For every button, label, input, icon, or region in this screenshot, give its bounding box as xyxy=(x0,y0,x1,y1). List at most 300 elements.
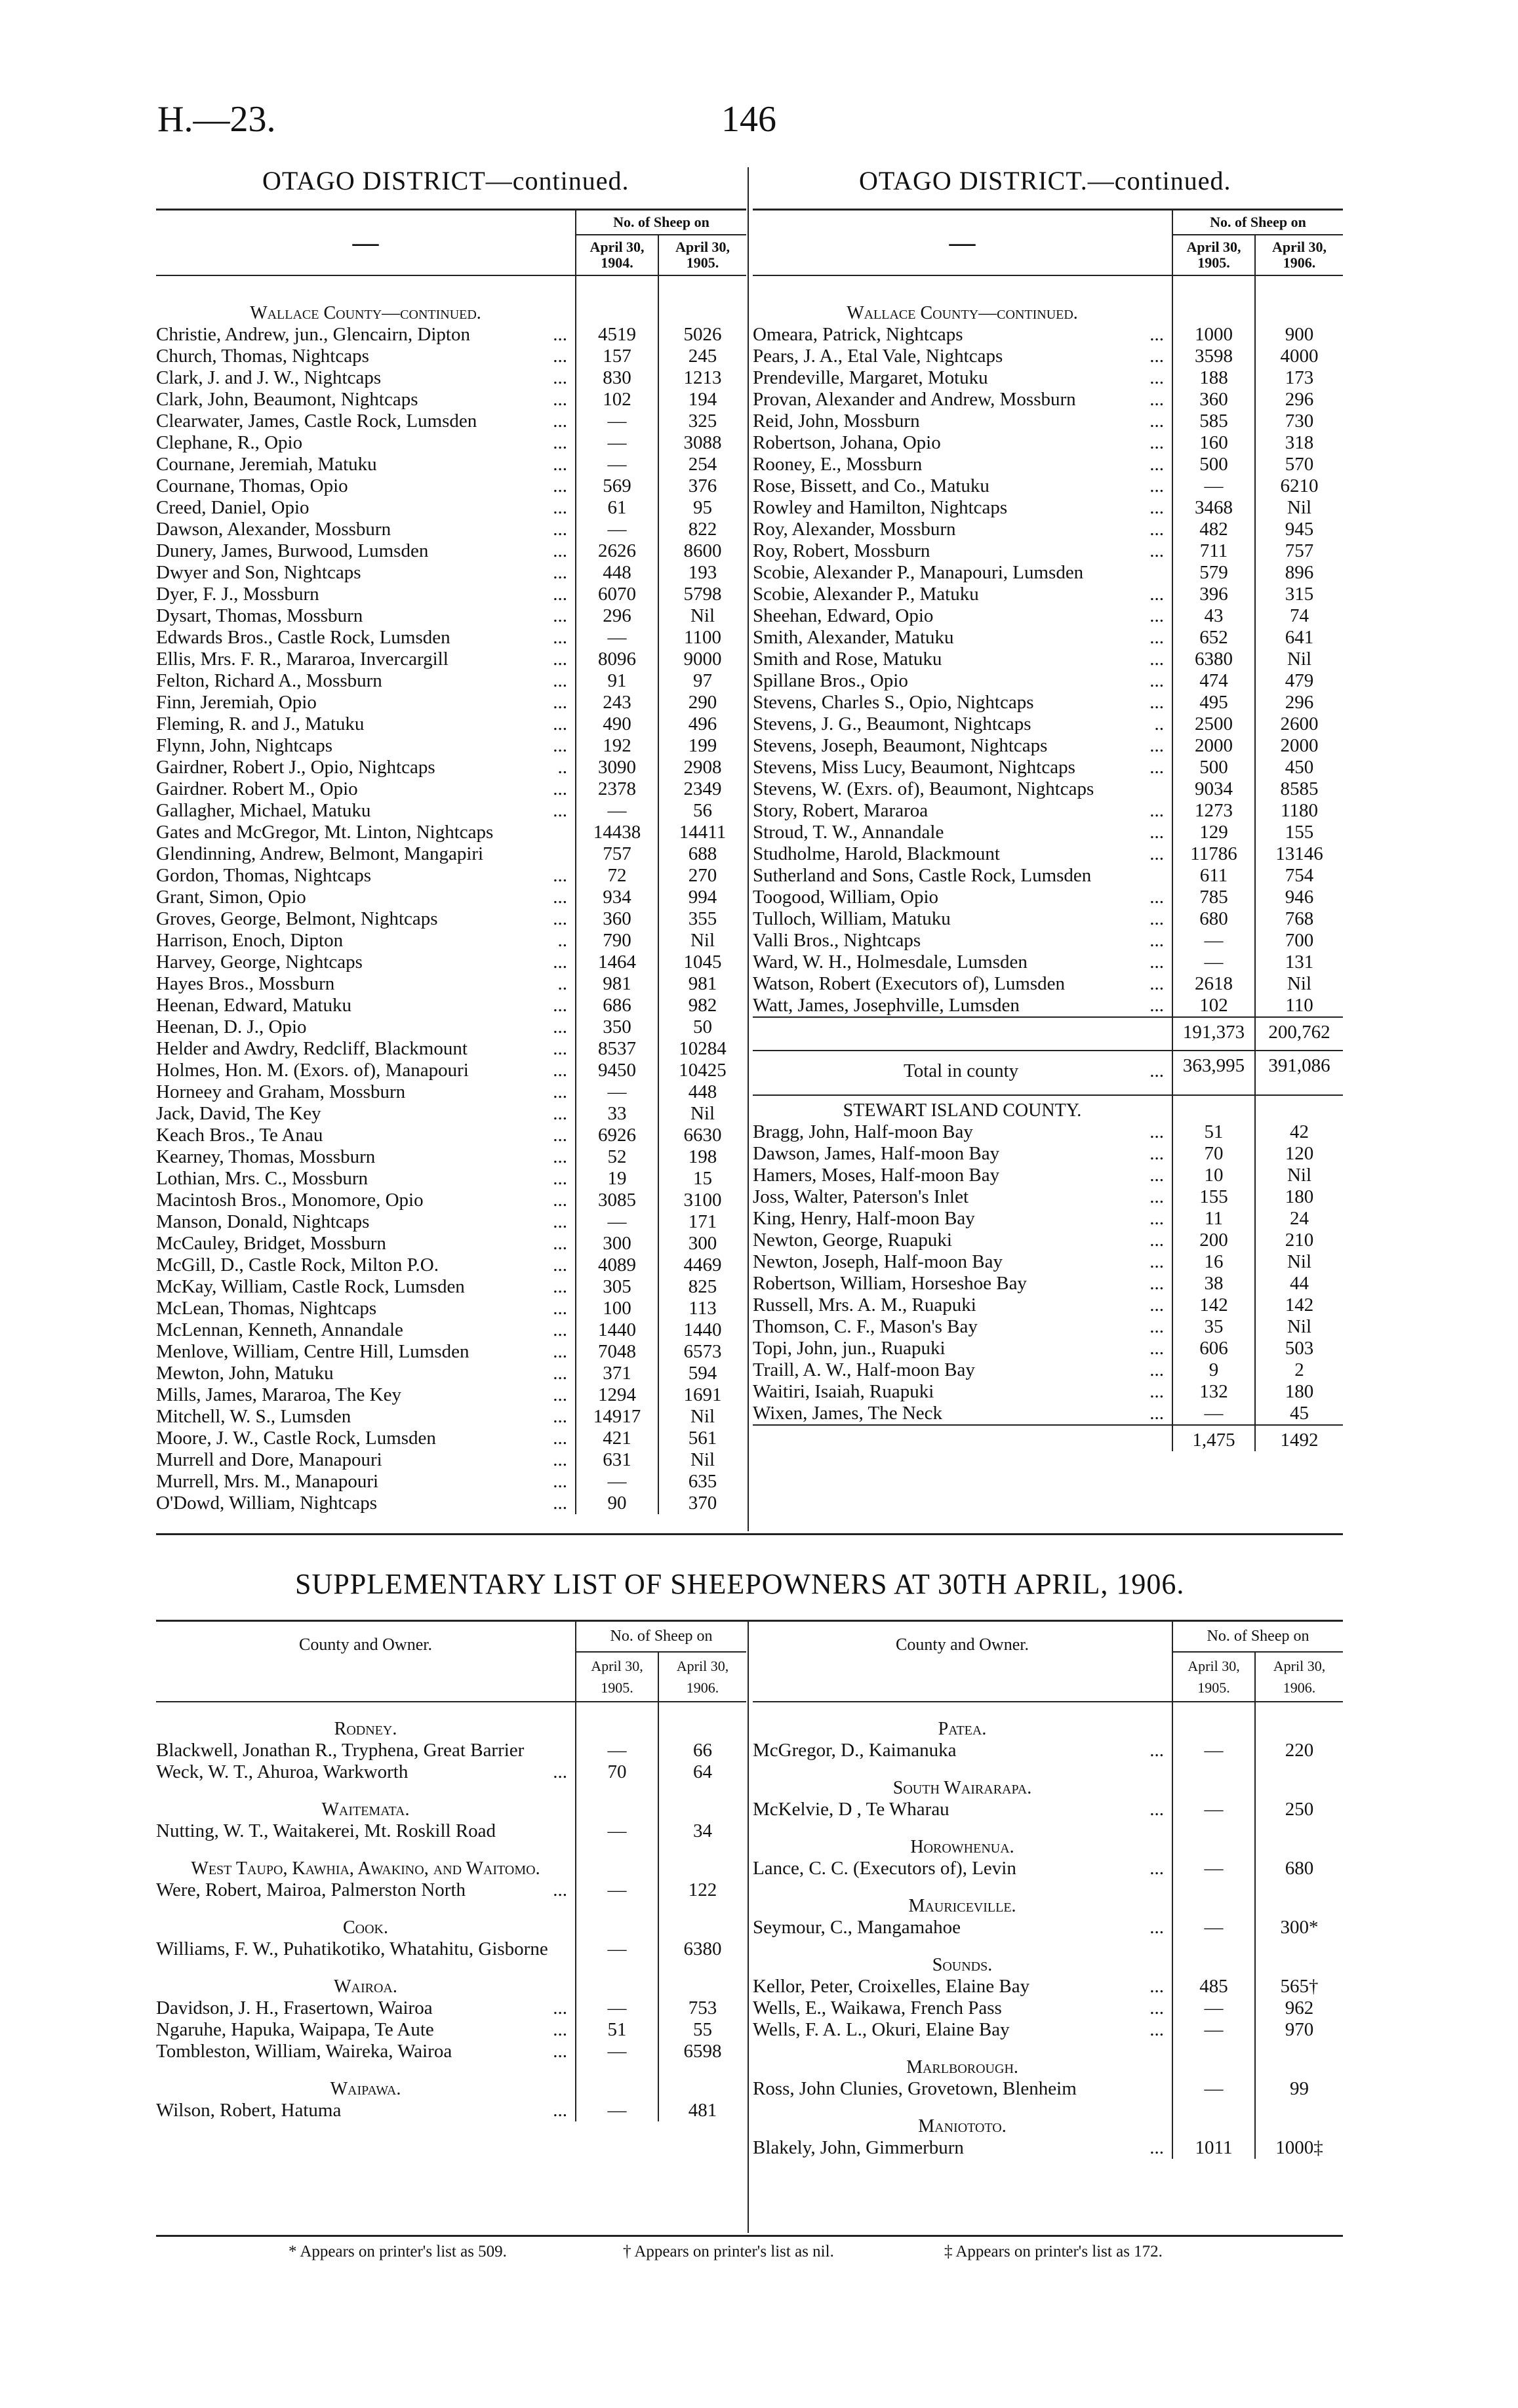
table-row xyxy=(753,1273,1343,1294)
owner-name: Dawson, James, Half-moon Bay xyxy=(753,1143,1000,1164)
table-row xyxy=(156,1276,746,1298)
owner-name: Felton, Richard A., Mossburn xyxy=(156,670,382,691)
owner-name: Jack, David, The Key xyxy=(156,1103,321,1124)
table-row xyxy=(753,1186,1343,1208)
leader-dots: ... xyxy=(1149,1403,1164,1424)
table-row xyxy=(156,1471,746,1493)
leader-dots: ... xyxy=(553,1298,567,1319)
count-1905: — xyxy=(576,1879,658,1901)
count-1906: 962 xyxy=(1255,1997,1343,2019)
owner-name: Stevens, Joseph, Beaumont, Nightcaps xyxy=(753,735,1048,756)
leader-dots: ... xyxy=(553,2100,567,2121)
count-this-year: 210 xyxy=(1255,1230,1343,1251)
leader-dots: ... xyxy=(553,1449,567,1470)
owner-name: Wilson, Robert, Hatuma xyxy=(156,2100,342,2121)
count-prev-year: 8096 xyxy=(576,649,658,670)
owner-cell xyxy=(156,605,576,627)
owner-cell xyxy=(156,1233,576,1254)
county-heading-row xyxy=(753,1820,1343,1858)
owner-name: Seymour, C., Mangamahoe xyxy=(753,1917,961,1938)
empty-cell xyxy=(1172,1761,1255,1799)
count-prev-year: 8537 xyxy=(576,1038,658,1060)
leader-dots: ... xyxy=(553,1233,567,1254)
empty-cell xyxy=(1172,1820,1255,1858)
county-heading: Marlborough. xyxy=(906,2057,1018,2077)
county-heading-row xyxy=(753,2041,1343,2078)
count-prev-year: 631 xyxy=(576,1449,658,1471)
count-prev-year: 579 xyxy=(1172,562,1255,584)
left-table-title: OTAGO DISTRICT—continued. xyxy=(262,166,629,195)
owner-name: Murrell and Dore, Manapouri xyxy=(156,1449,382,1470)
owner-name: Hamers, Moses, Half-moon Bay xyxy=(753,1165,1000,1186)
table-row xyxy=(753,1359,1343,1381)
owner-cell xyxy=(753,735,1172,757)
owner-header: County and Owner. xyxy=(156,1622,576,1702)
county-heading: South Wairarapa. xyxy=(892,1778,1032,1798)
table-row xyxy=(156,952,746,973)
count-1906: 970 xyxy=(1255,2019,1343,2041)
county-heading-row xyxy=(156,1702,746,1740)
year-header-1906: April 30, 1906. xyxy=(1255,1652,1343,1702)
owner-cell xyxy=(156,1341,576,1363)
count-this-year: 981 xyxy=(658,973,746,995)
leader-dots: ... xyxy=(1149,952,1164,973)
table-row xyxy=(753,1799,1343,1820)
owner-cell xyxy=(156,800,576,822)
table-row xyxy=(156,1879,746,1901)
leader-dots: ... xyxy=(553,367,567,388)
leader-dots: ... xyxy=(1149,1186,1164,1207)
table-row xyxy=(156,2019,746,2041)
count-prev-year: 790 xyxy=(576,930,658,952)
left-sheep-table xyxy=(156,209,746,1514)
table-row xyxy=(156,1341,746,1363)
leader-dots: ... xyxy=(1149,1338,1164,1359)
subtotal-label xyxy=(753,1017,1172,1051)
year-header-1905: April 30, 1905. xyxy=(576,1652,658,1702)
count-prev-year: 100 xyxy=(576,1298,658,1319)
owner-cell xyxy=(753,584,1172,605)
count-prev-year: — xyxy=(1172,930,1255,952)
count-1906: 99 xyxy=(1255,2078,1343,2100)
count-prev-year: 61 xyxy=(576,497,658,519)
count-1906: 481 xyxy=(658,2100,746,2121)
table-row xyxy=(753,735,1343,757)
count-this-year: 946 xyxy=(1255,887,1343,908)
owner-name: Tombleston, William, Waireka, Wairoa xyxy=(156,2041,452,2062)
count-this-year: 8585 xyxy=(1255,778,1343,800)
count-this-year: 9000 xyxy=(658,649,746,670)
table-row xyxy=(753,1294,1343,1316)
table-row xyxy=(753,1381,1343,1403)
leader-dots: ... xyxy=(1149,519,1164,540)
count-prev-year: 490 xyxy=(576,713,658,735)
right-sheep-table xyxy=(753,209,1343,1451)
count-prev-year: 188 xyxy=(1172,367,1255,389)
leader-dots: ... xyxy=(1149,454,1164,475)
owner-cell xyxy=(753,952,1172,973)
owner-cell xyxy=(156,584,576,605)
count-this-year: 131 xyxy=(1255,952,1343,973)
count-this-year: 2600 xyxy=(1255,713,1343,735)
supplementary-left-table xyxy=(156,1622,746,2121)
owner-name: Joss, Walter, Paterson's Inlet xyxy=(753,1186,969,1207)
total-label-cell xyxy=(753,1051,1172,1095)
leader-dots: ... xyxy=(1149,389,1164,410)
leader-dots: ... xyxy=(553,1879,567,1900)
owner-name: Heenan, Edward, Matuku xyxy=(156,995,351,1016)
table-row xyxy=(156,1428,746,1449)
owner-name: Clark, J. and J. W., Nightcaps xyxy=(156,367,382,388)
count-this-year: 896 xyxy=(1255,562,1343,584)
count-prev-year: 4519 xyxy=(576,324,658,346)
table-row xyxy=(753,930,1343,952)
empty-cell xyxy=(1255,1938,1343,1976)
table-row xyxy=(753,800,1343,822)
year-header-1905: April 30, 1905. xyxy=(1172,235,1255,275)
leader-dots: ... xyxy=(1149,1799,1164,1820)
leader-dots: ... xyxy=(553,1319,567,1340)
count-this-year: 994 xyxy=(658,887,746,908)
count-this-year: 199 xyxy=(658,735,746,757)
count-prev-year: 1440 xyxy=(576,1319,658,1341)
table-row xyxy=(753,454,1343,475)
table-row xyxy=(156,692,746,713)
owner-name: Weck, W. T., Ahuroa, Warkworth xyxy=(156,1761,409,1782)
count-1906: 300* xyxy=(1255,1917,1343,1938)
owner-cell xyxy=(156,930,576,952)
count-1905: — xyxy=(1172,1917,1255,1938)
count-1905: 70 xyxy=(576,1761,658,1783)
owner-cell xyxy=(156,1428,576,1449)
owner-cell xyxy=(753,454,1172,475)
county-heading: Horowhenua. xyxy=(910,1837,1014,1857)
owner-cell xyxy=(753,1143,1172,1165)
owner-cell xyxy=(156,1254,576,1276)
count-this-year: 688 xyxy=(658,843,746,865)
count-this-year: Nil xyxy=(658,1449,746,1471)
county-heading: Waipawa. xyxy=(330,2079,401,2099)
owner-name: Holmes, Hon. M. (Exors. of), Manapouri xyxy=(156,1060,469,1081)
owner-name: Newton, George, Ruapuki xyxy=(753,1230,952,1251)
leader-dots: .. xyxy=(1154,713,1164,734)
total-this: 391,086 xyxy=(1255,1051,1343,1095)
owner-cell xyxy=(156,778,576,800)
owner-name: Moore, J. W., Castle Rock, Lumsden xyxy=(156,1428,436,1449)
sheep-count-header: No. of Sheep on xyxy=(576,210,746,235)
count-this-year: 3100 xyxy=(658,1190,746,1211)
count-prev-year: 2626 xyxy=(576,540,658,562)
leader-dots: ... xyxy=(1149,1740,1164,1761)
leader-dots: ... xyxy=(1149,2019,1164,2040)
county-heading-row xyxy=(156,1901,746,1938)
leader-dots: ... xyxy=(1149,843,1164,864)
county-heading: Mauriceville. xyxy=(908,1896,1016,1916)
count-this-year: 13146 xyxy=(1255,843,1343,865)
total-label: Total in county xyxy=(904,1060,1019,1081)
leader-dots: ... xyxy=(1149,432,1164,453)
table-row xyxy=(156,1254,746,1276)
empty-cell xyxy=(1255,1820,1343,1858)
count-this-year: 1180 xyxy=(1255,800,1343,822)
owner-name: Wells, F. A. L., Okuri, Elaine Bay xyxy=(753,2019,1010,2040)
leader-dots: ... xyxy=(553,324,567,345)
count-prev-year: 360 xyxy=(1172,389,1255,411)
count-prev-year: 43 xyxy=(1172,605,1255,627)
count-1906: 55 xyxy=(658,2019,746,2041)
supp-bottom-rule xyxy=(156,2235,1343,2237)
owner-name: McKelvie, D , Te Wharau xyxy=(753,1799,949,1820)
leader-dots: ... xyxy=(553,1341,567,1362)
count-prev-year: — xyxy=(576,411,658,432)
count-1906: 6380 xyxy=(658,1938,746,1960)
owner-name: Smith, Alexander, Matuku xyxy=(753,627,954,648)
table-row xyxy=(753,1230,1343,1251)
county-heading-row xyxy=(753,1879,1343,1917)
count-1906: 64 xyxy=(658,1761,746,1783)
owner-name: Harrison, Enoch, Dipton xyxy=(156,930,344,951)
count-this-year: Nil xyxy=(1255,1316,1343,1338)
leader-dots: ... xyxy=(553,778,567,799)
leader-dots: ... xyxy=(1149,475,1164,496)
count-prev-year: 3598 xyxy=(1172,346,1255,367)
table-row xyxy=(753,475,1343,497)
county-heading-row xyxy=(156,1960,746,1997)
owner-cell xyxy=(753,367,1172,389)
leader-dots: ... xyxy=(553,865,567,886)
leader-dots: ... xyxy=(1149,2137,1164,2158)
county-heading-row xyxy=(753,1702,1343,1740)
leader-dots: ... xyxy=(1149,1121,1164,1142)
leader-dots: ... xyxy=(1149,584,1164,605)
table-row xyxy=(156,1406,746,1428)
leader-dots: ... xyxy=(553,1471,567,1492)
count-this-year: 570 xyxy=(1255,454,1343,475)
owner-name: Blackwell, Jonathan R., Tryphena, Great Barrier xyxy=(156,1740,525,1761)
supplementary-title: SUPPLEMENTARY LIST OF SHEEPOWNERS AT 30TH APRIL, 1906. xyxy=(295,1568,1185,1600)
table-row xyxy=(753,1316,1343,1338)
owner-cell xyxy=(753,2137,1172,2159)
count-prev-year: 9034 xyxy=(1172,778,1255,800)
count-prev-year: 680 xyxy=(1172,908,1255,930)
table-row xyxy=(753,2019,1343,2041)
count-this-year: Nil xyxy=(658,605,746,627)
count-this-year: 561 xyxy=(658,1428,746,1449)
owner-name: Dawson, Alexander, Mossburn xyxy=(156,519,391,540)
count-prev-year: 52 xyxy=(576,1146,658,1168)
owner-cell xyxy=(156,735,576,757)
count-this-year: 5026 xyxy=(658,324,746,346)
count-1906: 34 xyxy=(658,1820,746,1842)
table-row xyxy=(753,497,1343,519)
county-heading-row xyxy=(753,1938,1343,1976)
table-row xyxy=(753,1143,1343,1165)
owner-cell xyxy=(156,1997,576,2019)
leader-dots: ... xyxy=(553,411,567,431)
count-prev-year: 90 xyxy=(576,1493,658,1514)
owner-cell xyxy=(156,1879,576,1901)
owner-cell xyxy=(753,692,1172,713)
count-1906: 66 xyxy=(658,1740,746,1761)
table-row xyxy=(156,562,746,584)
empty-cell xyxy=(658,1783,746,1820)
owner-cell xyxy=(753,1230,1172,1251)
owner-name: Davidson, J. H., Frasertown, Wairoa xyxy=(156,1997,433,2018)
year-header-1905: April 30, 1905. xyxy=(658,235,746,275)
table-row xyxy=(156,1103,746,1125)
count-prev-year: — xyxy=(576,432,658,454)
table-row xyxy=(156,540,746,562)
table-row xyxy=(156,1493,746,1514)
owner-name: Story, Robert, Mararoa xyxy=(753,800,929,821)
count-prev-year: 142 xyxy=(1172,1294,1255,1316)
count-this-year: 1213 xyxy=(658,367,746,389)
owner-name: Valli Bros., Nightcaps xyxy=(753,930,921,951)
leader-dots: ... xyxy=(553,475,567,496)
count-prev-year: 132 xyxy=(1172,1381,1255,1403)
owner-cell xyxy=(156,865,576,887)
count-prev-year: — xyxy=(576,1211,658,1233)
table-row xyxy=(753,1917,1343,1938)
count-this-year: 198 xyxy=(658,1146,746,1168)
count-this-year: 2349 xyxy=(658,778,746,800)
table-row xyxy=(156,584,746,605)
owner-cell xyxy=(156,757,576,778)
owner-name: Mewton, John, Matuku xyxy=(156,1363,334,1384)
count-this-year: Nil xyxy=(1255,497,1343,519)
owner-cell xyxy=(753,1273,1172,1294)
owner-cell xyxy=(753,1294,1172,1316)
count-1905: — xyxy=(1172,2078,1255,2100)
owner-name: Newton, Joseph, Half-moon Bay xyxy=(753,1251,1003,1272)
owner-name: McCauley, Bridget, Mossburn xyxy=(156,1233,386,1254)
count-this-year: 479 xyxy=(1255,670,1343,692)
count-prev-year: 14917 xyxy=(576,1406,658,1428)
table-row xyxy=(156,843,746,865)
empty-cell xyxy=(1255,1761,1343,1799)
count-prev-year: 157 xyxy=(576,346,658,367)
count-this-year: 171 xyxy=(658,1211,746,1233)
empty-cell xyxy=(658,1842,746,1879)
owner-name: Rowley and Hamilton, Nightcaps xyxy=(753,497,1008,518)
owner-name: Kellor, Peter, Croixelles, Elaine Bay xyxy=(753,1976,1030,1997)
owner-cell xyxy=(753,1799,1172,1820)
owner-name: Rooney, E., Mossburn xyxy=(753,454,923,475)
owner-cell xyxy=(156,670,576,692)
count-prev-year: 981 xyxy=(576,973,658,995)
table-row xyxy=(753,822,1343,843)
owner-name: Gallagher, Michael, Matuku xyxy=(156,800,371,821)
count-prev-year: 1294 xyxy=(576,1384,658,1406)
owner-cell xyxy=(156,475,576,497)
table-row xyxy=(156,713,746,735)
owner-name: Gairdner. Robert M., Opio xyxy=(156,778,358,799)
table-row xyxy=(753,389,1343,411)
owner-cell xyxy=(156,1146,576,1168)
owner-name: Groves, George, Belmont, Nightcaps xyxy=(156,908,438,929)
table-row xyxy=(156,1820,746,1842)
count-1905: 1011 xyxy=(1172,2137,1255,2159)
owner-name: McGill, D., Castle Rock, Milton P.O. xyxy=(156,1254,439,1275)
table-row xyxy=(156,1740,746,1761)
owner-cell xyxy=(753,346,1172,367)
leader-dots: ... xyxy=(553,1168,567,1189)
owner-name: Scobie, Alexander P., Matuku xyxy=(753,584,979,605)
table-row xyxy=(156,2041,746,2062)
owner-name: Finn, Jeremiah, Opio xyxy=(156,692,317,713)
owner-cell xyxy=(156,973,576,995)
owner-cell xyxy=(753,540,1172,562)
document-reference: H.—23. xyxy=(157,99,276,140)
owner-cell xyxy=(156,627,576,649)
owner-name: Creed, Daniel, Opio xyxy=(156,497,310,518)
leader-dots: ... xyxy=(1149,540,1164,561)
county-heading-row xyxy=(156,2062,746,2100)
owner-cell xyxy=(156,367,576,389)
leader-dots: ... xyxy=(1149,1858,1164,1879)
table-row xyxy=(753,649,1343,670)
table-row xyxy=(156,1060,746,1081)
owner-cell xyxy=(753,1858,1172,1879)
count-this-year: 982 xyxy=(658,995,746,1016)
owner-cell xyxy=(753,389,1172,411)
count-prev-year: — xyxy=(576,454,658,475)
table-row xyxy=(753,757,1343,778)
count-this-year: 5798 xyxy=(658,584,746,605)
count-prev-year: 350 xyxy=(576,1016,658,1038)
empty-cell xyxy=(576,1783,658,1820)
leader-dots: ... xyxy=(553,1428,567,1449)
count-this-year: 74 xyxy=(1255,605,1343,627)
count-this-year: 4000 xyxy=(1255,346,1343,367)
table-row xyxy=(156,908,746,930)
count-this-year: 754 xyxy=(1255,865,1343,887)
count-this-year: 270 xyxy=(658,865,746,887)
table-row xyxy=(753,778,1343,800)
owner-name: Scobie, Alexander P., Manapouri, Lumsden xyxy=(753,562,1084,583)
table-row xyxy=(156,735,746,757)
leader-dots: ... xyxy=(1149,692,1164,713)
table-row xyxy=(156,1016,746,1038)
empty-cell xyxy=(576,1901,658,1938)
section-rule xyxy=(156,1533,1343,1535)
sheep-count-header: No. of Sheep on xyxy=(576,1622,746,1652)
table-row xyxy=(753,887,1343,908)
leader-dots: ... xyxy=(553,1997,567,2018)
leader-dots: ... xyxy=(553,1146,567,1167)
count-prev-year: 9450 xyxy=(576,1060,658,1081)
table-row xyxy=(156,1363,746,1384)
count-this-year: 296 xyxy=(1255,389,1343,411)
owner-name: Lance, C. C. (Executors of), Levin xyxy=(753,1858,1016,1879)
table-row xyxy=(156,778,746,800)
count-prev-year: 3085 xyxy=(576,1190,658,1211)
empty-cell xyxy=(658,1960,746,1997)
subtotal-prev: 191,373 xyxy=(1172,1017,1255,1051)
stewart-island-heading: STEWART ISLAND COUNTY. xyxy=(753,1095,1172,1121)
empty-cell xyxy=(1172,1938,1255,1976)
owner-cell xyxy=(753,562,1172,584)
owner-cell xyxy=(156,649,576,670)
owner-cell xyxy=(753,887,1172,908)
blank-header: — xyxy=(753,210,1172,276)
owner-name: Bragg, John, Half-moon Bay xyxy=(753,1121,973,1142)
supp-column-divider xyxy=(748,1620,749,2233)
count-this-year: 1100 xyxy=(658,627,746,649)
owner-cell xyxy=(156,1493,576,1514)
owner-name: Provan, Alexander and Andrew, Mossburn xyxy=(753,389,1076,410)
table-row xyxy=(753,584,1343,605)
